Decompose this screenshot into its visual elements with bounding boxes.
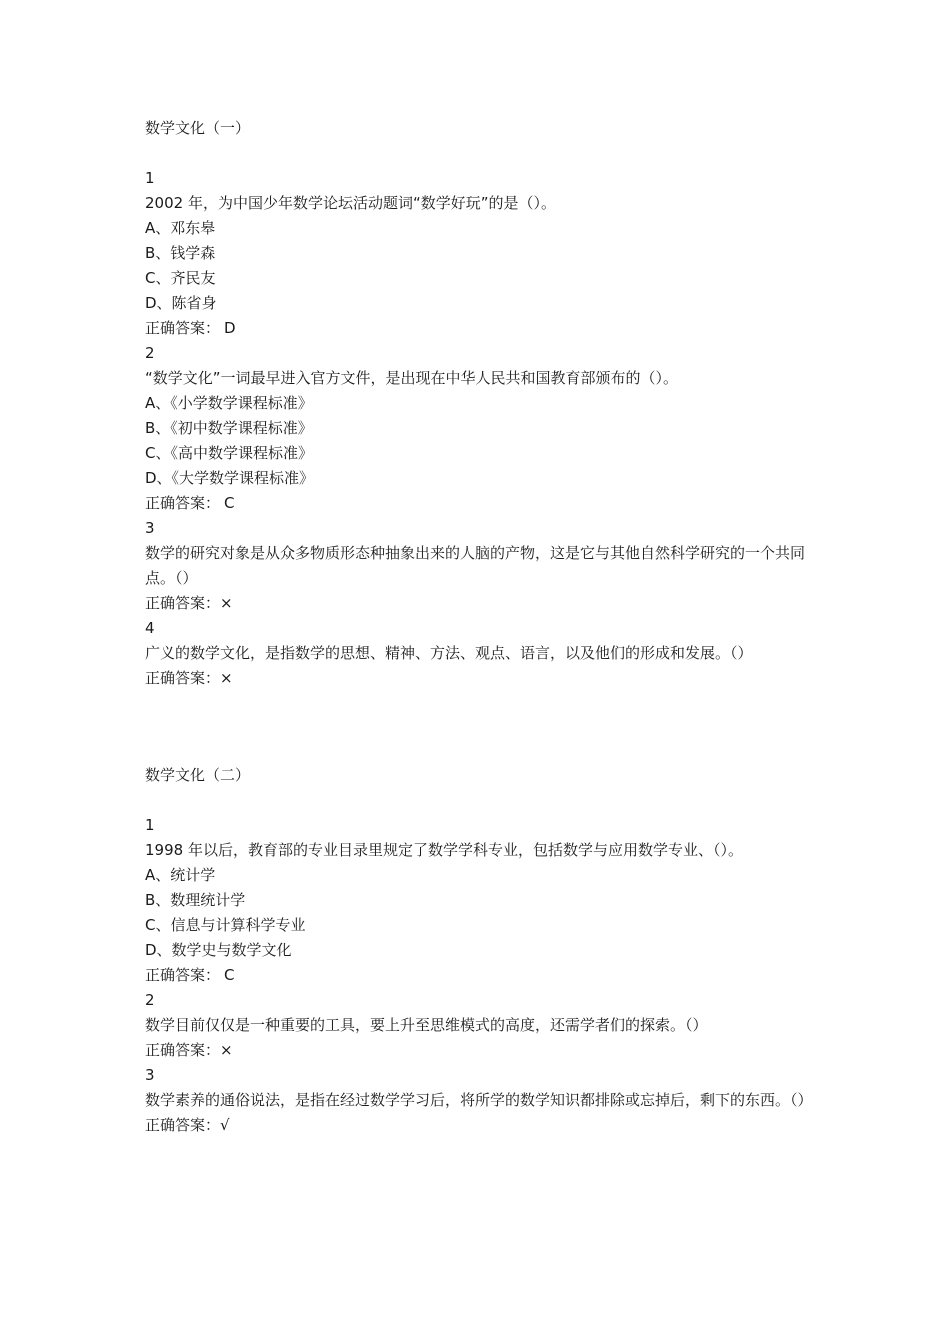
question-number: 4	[145, 619, 155, 637]
question-text: “数学文化”一词最早进入官方文件，是出现在中华人民共和国教育部颁布的（）。	[145, 369, 679, 387]
option-c: C、齐民友	[145, 269, 216, 287]
answer-line	[145, 666, 825, 691]
question-number: 3	[145, 1066, 155, 1084]
option-a: A、统计学	[145, 866, 216, 884]
section-title: 数学文化（一）	[145, 119, 251, 137]
question-text: 1998 年以后，教育部的专业目录里规定了数学学科专业，包括数学与应用数学专业、（）。	[145, 841, 743, 859]
answer-value: ×	[220, 669, 233, 687]
option-b: B、数理统计学	[145, 891, 246, 909]
question-text: 数学的研究对象是从众多物质形态种抽象出来的人脑的产物，这是它与其他自然科学研究的一个共同点。（）	[145, 544, 806, 587]
question-block	[145, 813, 825, 1138]
question-text: 广义的数学文化，是指数学的思想、精神、方法、观点、语言，以及他们的形成和发展。（）	[145, 644, 753, 662]
answer-line	[145, 1038, 825, 1063]
question-text: 数学目前仅仅是一种重要的工具，要上升至思维模式的高度，还需学者们的探索。（）	[145, 1016, 708, 1034]
answer-line	[145, 963, 825, 988]
question-number: 1	[145, 169, 155, 187]
question-number: 2	[145, 991, 155, 1009]
question-number: 2	[145, 344, 155, 362]
answer-label: 正确答案：	[145, 319, 221, 337]
answer-line	[145, 491, 825, 516]
question-text: 2002 年，为中国少年数学论坛活动题词“数学好玩”的是（）。	[145, 194, 556, 212]
option-a: A、邓东皋	[145, 219, 216, 237]
answer-line	[145, 1113, 825, 1138]
answer-value: D	[224, 319, 236, 337]
answer-value: C	[224, 494, 235, 512]
answer-value: C	[224, 966, 235, 984]
question-text: 数学素养的通俗说法，是指在经过数学学习后，将所学的数学知识都排除或忘掉后，剩下的东西。（）	[145, 1091, 813, 1109]
answer-line	[145, 316, 825, 341]
option-c: C、信息与计算科学专业	[145, 916, 306, 934]
answer-label: 正确答案：	[145, 669, 221, 687]
section-title: 数学文化（二）	[145, 766, 251, 784]
option-a: A、《小学数学课程标准》	[145, 394, 313, 412]
answer-value: ×	[220, 594, 233, 612]
question-number: 3	[145, 519, 155, 537]
option-d: D、《大学数学课程标准》	[145, 469, 315, 487]
question-number: 1	[145, 816, 155, 834]
option-d: D、陈省身	[145, 294, 217, 312]
answer-label: 正确答案：	[145, 1116, 221, 1134]
answer-label: 正确答案：	[145, 966, 221, 984]
answer-label: 正确答案：	[145, 594, 221, 612]
answer-value: √	[220, 1116, 230, 1134]
answer-value: ×	[220, 1041, 233, 1059]
option-d: D、数学史与数学文化	[145, 941, 292, 959]
answer-label: 正确答案：	[145, 494, 221, 512]
answer-label: 正确答案：	[145, 1041, 221, 1059]
option-c: C、《高中数学课程标准》	[145, 444, 313, 462]
answer-line	[145, 591, 825, 616]
option-b: B、《初中数学课程标准》	[145, 419, 313, 437]
option-b: B、钱学森	[145, 244, 216, 262]
question-block	[145, 166, 825, 691]
